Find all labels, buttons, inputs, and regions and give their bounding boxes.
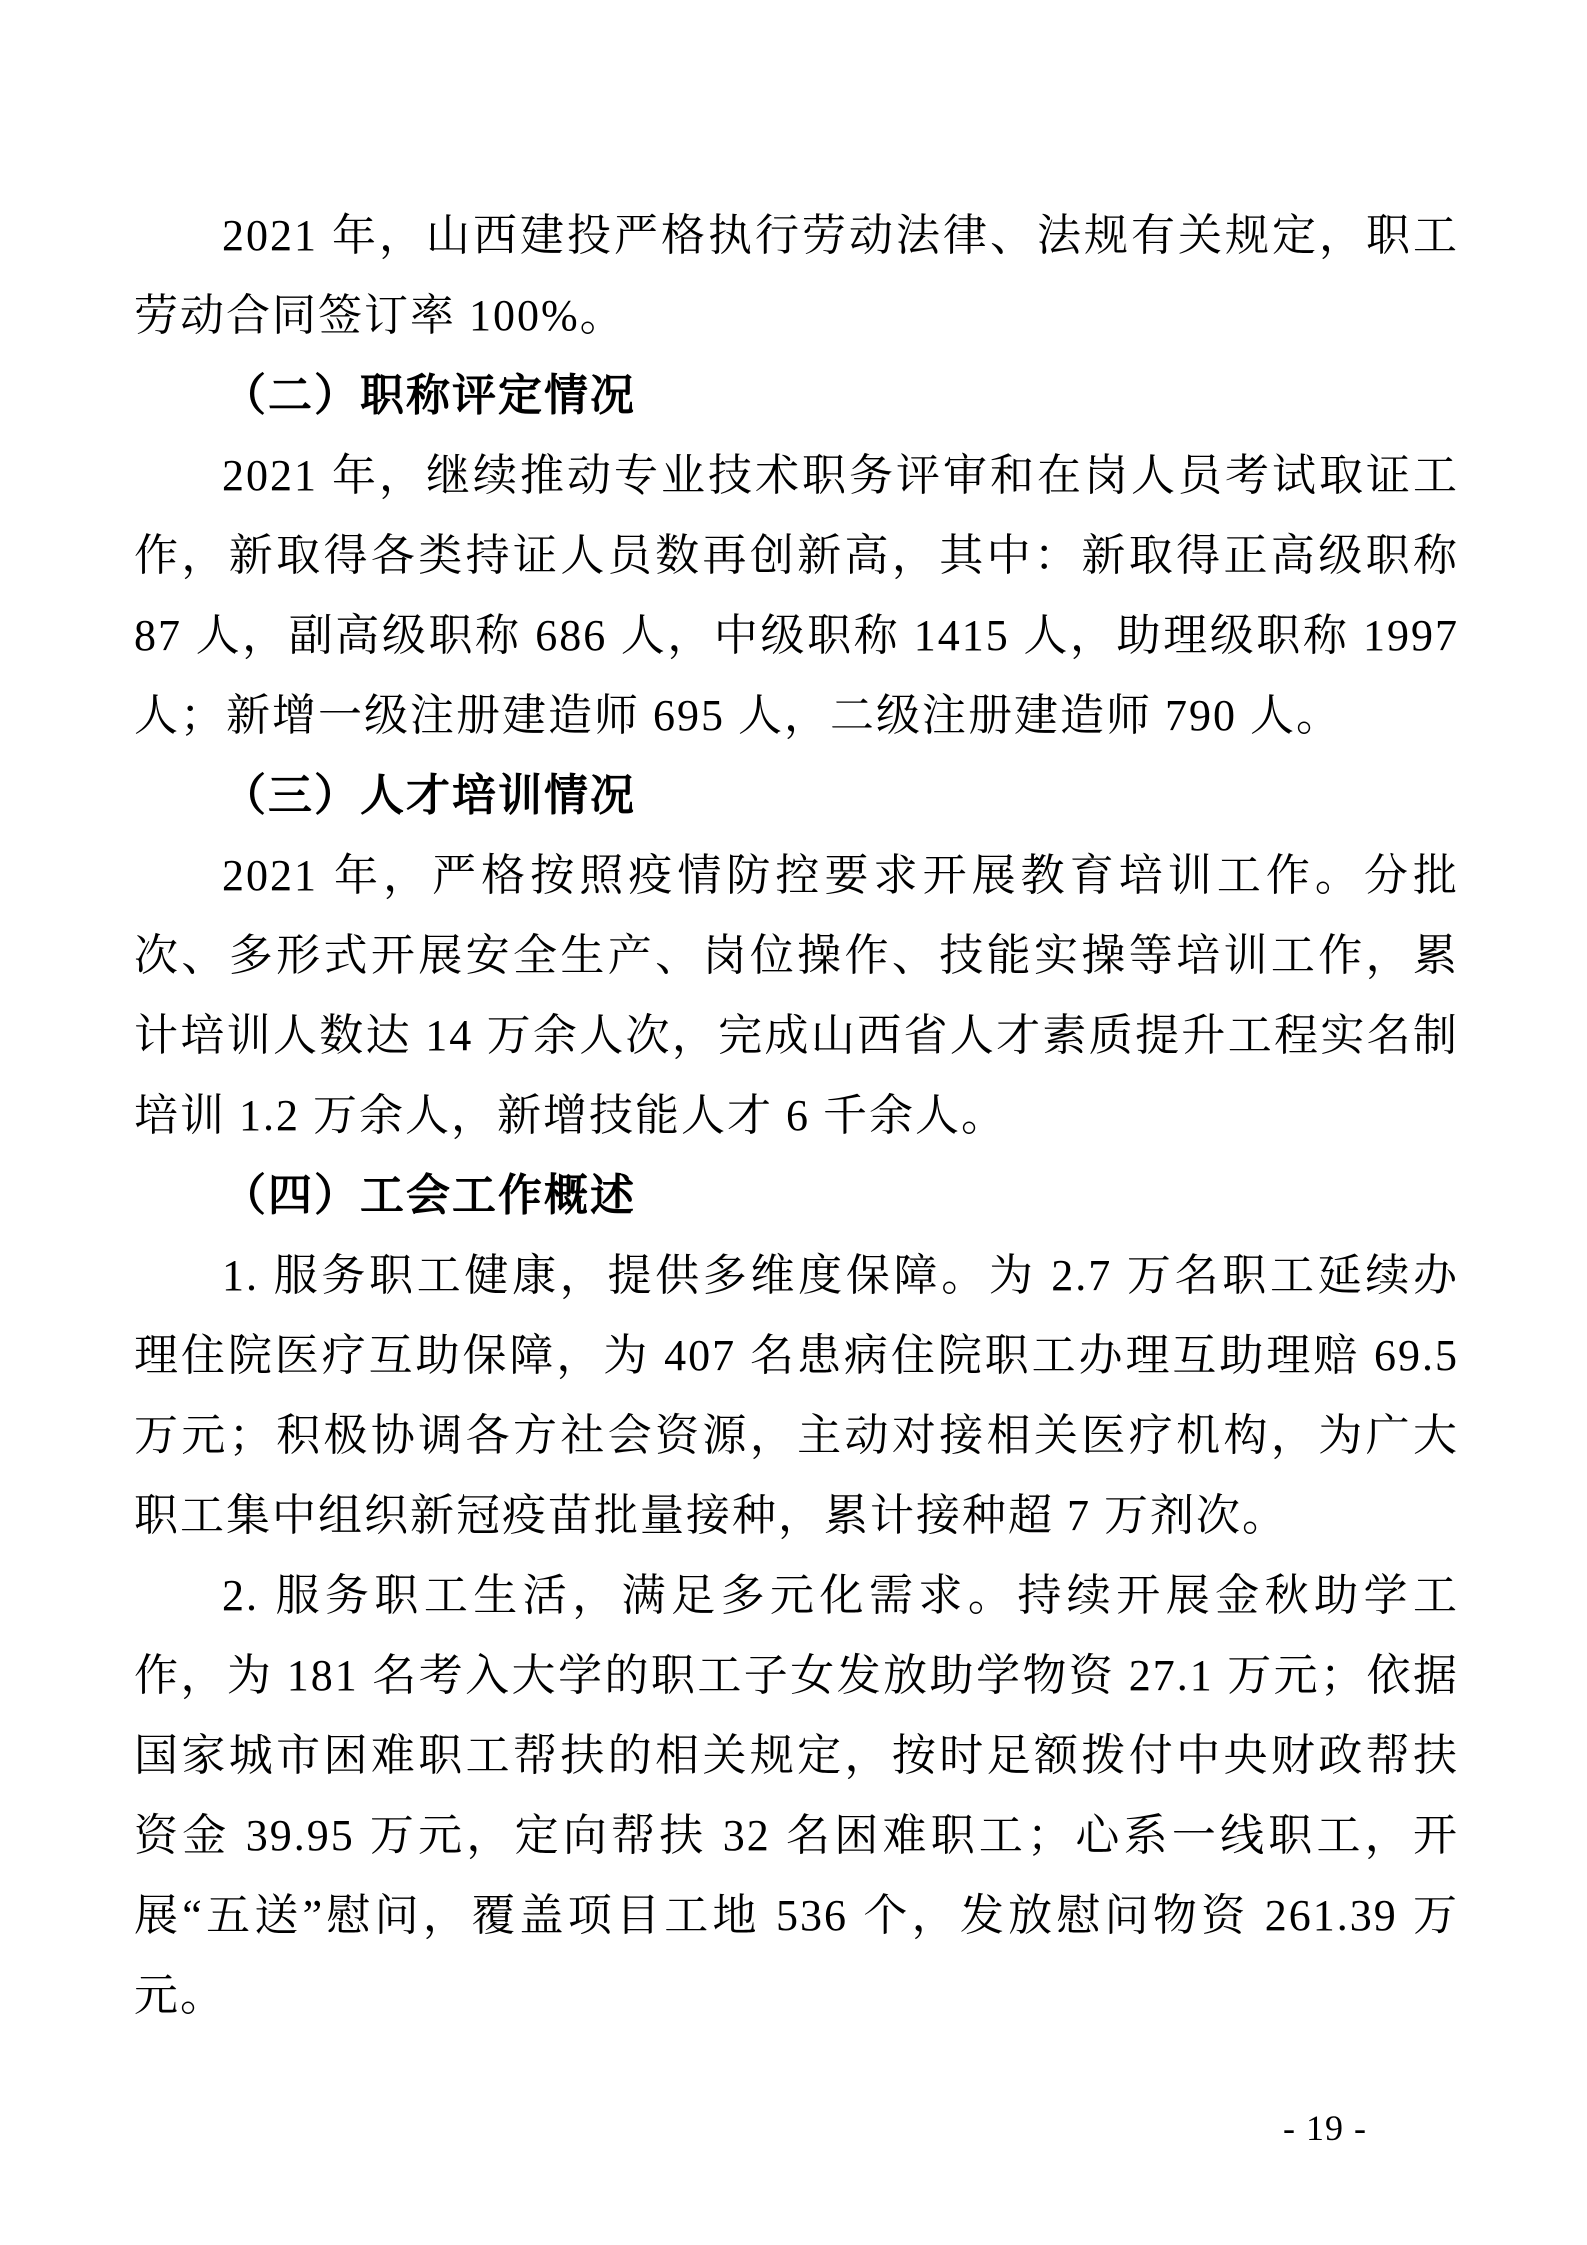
- section-heading-title-evaluation: （二）职称评定情况: [222, 371, 636, 420]
- page-number: - 19 -: [1283, 2108, 1367, 2148]
- paragraph-talent-training: 2021 年，严格按照疫情防控要求开展教育培训工作。分批次、多形式开展安全生产、岗位操作、技能实操等培训工作，累计培训人数达 14 万余人次，完成山西省人才素质提升工程实名制培训 1.2 万余人，新增技能人才 6 千余人。: [134, 851, 1459, 1140]
- document-body: [134, 196, 1459, 2036]
- paragraph-employee-health: 1. 服务职工健康，提供多维度保障。为 2.7 万名职工延续办理住院医疗互助保障，为 407 名患病住院职工办理互助理赔 69.5 万元；积极协调各方社会资源，主动对接相关医疗机构，为广大职工集中组织新冠疫苗批量接种，累计接种超 7 万剂次。: [134, 1251, 1459, 1540]
- paragraph-employee-life: 2. 服务职工生活，满足多元化需求。持续开展金秋助学工作，为 181 名考入大学的职工子女发放助学物资 27.1 万元；依据国家城市困难职工帮扶的相关规定，按时足额拨付中央财政帮扶资金 39.95 万元，定向帮扶 32 名困难职工；心系一线职工，开展“五送”慰问，覆盖项目工地 536 个，发放慰问物资 261.39 万元。: [134, 1571, 1459, 2020]
- section-heading-union-work: （四）工会工作概述: [222, 1171, 636, 1220]
- paragraph-labor-contract: 2021 年，山西建投严格执行劳动法律、法规有关规定，职工劳动合同签订率 100%。: [134, 211, 1459, 340]
- section-heading-talent-training: （三）人才培训情况: [222, 771, 636, 820]
- paragraph-title-evaluation: 2021 年，继续推动专业技术职务评审和在岗人员考试取证工作，新取得各类持证人员数再创新高，其中：新取得正高级职称 87 人，副高级职称 686 人，中级职称 1415 人，助理级职称 1997 人；新增一级注册建造师 695 人，二级注册建造师 790 人。: [134, 451, 1459, 740]
